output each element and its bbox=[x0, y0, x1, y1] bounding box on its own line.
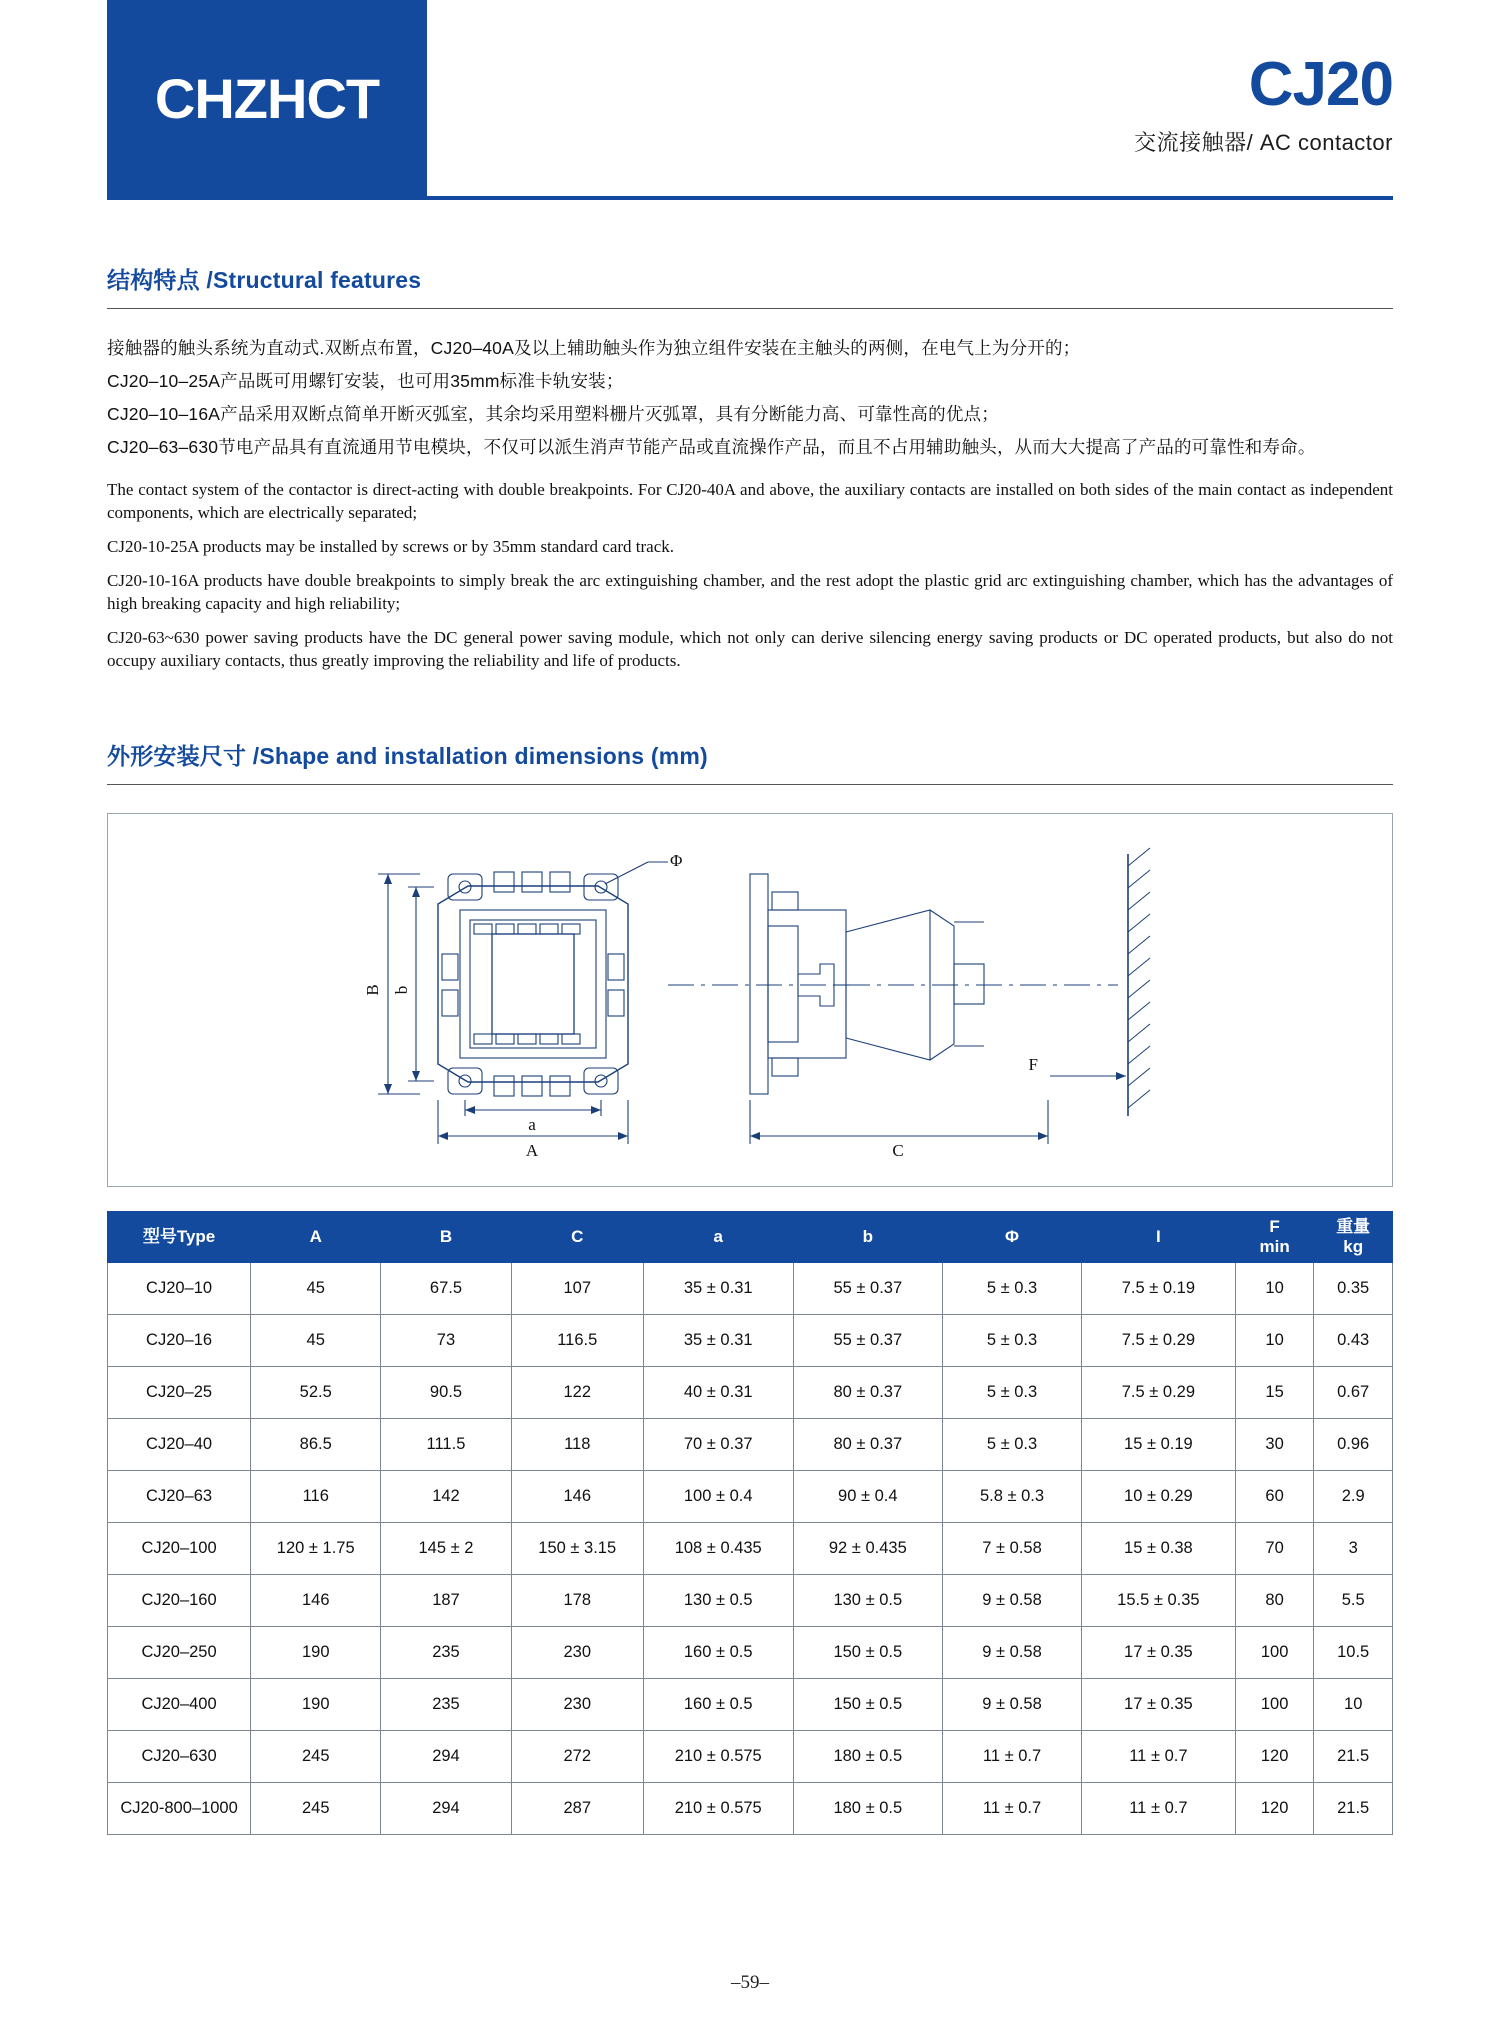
cell-weight: 10.5 bbox=[1314, 1627, 1393, 1679]
table-row bbox=[108, 1575, 1393, 1627]
table-header-row bbox=[108, 1212, 1393, 1263]
cell-type: CJ20–160 bbox=[108, 1575, 251, 1627]
cell-A: 52.5 bbox=[251, 1367, 381, 1419]
cell-A: 190 bbox=[251, 1627, 381, 1679]
cell-phi: 7 ± 0.58 bbox=[943, 1523, 1082, 1575]
cell-a: 35 ± 0.31 bbox=[643, 1315, 793, 1367]
cell-A: 120 ± 1.75 bbox=[251, 1523, 381, 1575]
table-header-C: C bbox=[511, 1212, 643, 1263]
cell-weight: 21.5 bbox=[1314, 1783, 1393, 1835]
page-header bbox=[0, 0, 1500, 196]
cell-a: 210 ± 0.575 bbox=[643, 1731, 793, 1783]
cell-A: 45 bbox=[251, 1263, 381, 1315]
cell-C: 230 bbox=[511, 1679, 643, 1731]
cell-B: 187 bbox=[381, 1575, 511, 1627]
cell-a: 160 ± 0.5 bbox=[643, 1627, 793, 1679]
table-row bbox=[108, 1419, 1393, 1471]
cell-phi: 5 ± 0.3 bbox=[943, 1315, 1082, 1367]
cell-weight: 3 bbox=[1314, 1523, 1393, 1575]
cell-a: 210 ± 0.575 bbox=[643, 1783, 793, 1835]
cell-B: 145 ± 2 bbox=[381, 1523, 511, 1575]
brand-logo bbox=[107, 0, 427, 196]
table-row bbox=[108, 1315, 1393, 1367]
table-row bbox=[108, 1679, 1393, 1731]
cell-weight: 2.9 bbox=[1314, 1471, 1393, 1523]
cell-B: 235 bbox=[381, 1627, 511, 1679]
cell-C: 230 bbox=[511, 1627, 643, 1679]
cell-phi: 5.8 ± 0.3 bbox=[943, 1471, 1082, 1523]
cn-paragraph: CJ20–63–630节电产品具有直流通用节电模块，不仅可以派生消声节能产品或直流操作产品，而且不占用辅助触头，从而大大提高了产品的可靠性和寿命。 bbox=[107, 437, 1316, 457]
cell-C: 272 bbox=[511, 1731, 643, 1783]
cell-type: CJ20–630 bbox=[108, 1731, 251, 1783]
cell-A: 245 bbox=[251, 1783, 381, 1835]
cell-weight: 10 bbox=[1314, 1679, 1393, 1731]
cell-B: 235 bbox=[381, 1679, 511, 1731]
cell-B: 111.5 bbox=[381, 1419, 511, 1471]
page-number: –59– bbox=[731, 1972, 769, 1993]
cell-C: 146 bbox=[511, 1471, 643, 1523]
cell-I: 17 ± 0.35 bbox=[1081, 1627, 1235, 1679]
table-header-b: b bbox=[793, 1212, 943, 1263]
cell-phi: 11 ± 0.7 bbox=[943, 1783, 1082, 1835]
cell-type: CJ20–10 bbox=[108, 1263, 251, 1315]
cell-a: 40 ± 0.31 bbox=[643, 1367, 793, 1419]
table-header-weight bbox=[1314, 1212, 1393, 1263]
cell-phi: 9 ± 0.58 bbox=[943, 1575, 1082, 1627]
table-header-I: I bbox=[1081, 1212, 1235, 1263]
cell-b: 55 ± 0.37 bbox=[793, 1315, 943, 1367]
structural-features-chinese bbox=[107, 333, 1393, 462]
drawing-label-C: C bbox=[892, 1141, 904, 1160]
table-header-Fmin bbox=[1235, 1212, 1314, 1263]
cell-I: 7.5 ± 0.29 bbox=[1081, 1367, 1235, 1419]
cell-I: 15.5 ± 0.35 bbox=[1081, 1575, 1235, 1627]
dimensions-table bbox=[107, 1211, 1393, 1835]
cell-weight: 0.35 bbox=[1314, 1263, 1393, 1315]
cell-A: 146 bbox=[251, 1575, 381, 1627]
table-row bbox=[108, 1731, 1393, 1783]
en-paragraph: CJ20-10-16A products have double breakpoints to simply break the arc extinguishing chamber, and the rest adopt the plastic grid arc extinguishing chamber, which has the advantages of high breaking capacity and high reliability; bbox=[107, 571, 1393, 613]
cell-a: 160 ± 0.5 bbox=[643, 1679, 793, 1731]
cell-C: 150 ± 3.15 bbox=[511, 1523, 643, 1575]
cell-b: 180 ± 0.5 bbox=[793, 1783, 943, 1835]
table-header-Fmin-sub: min bbox=[1259, 1237, 1290, 1256]
cell-weight: 5.5 bbox=[1314, 1575, 1393, 1627]
cell-type: CJ20–100 bbox=[108, 1523, 251, 1575]
cell-I: 7.5 ± 0.29 bbox=[1081, 1315, 1235, 1367]
cell-Fmin: 120 bbox=[1235, 1783, 1314, 1835]
cell-C: 118 bbox=[511, 1419, 643, 1471]
cell-type: CJ20–16 bbox=[108, 1315, 251, 1367]
cn-paragraph: CJ20–10–16A产品采用双断点简单开断灭弧室，其余均采用塑料栅片灭弧罩，具有分断能力高、可靠性高的优点； bbox=[107, 404, 999, 424]
table-header-A: A bbox=[251, 1212, 381, 1263]
page-subtitle: 交流接触器/ AC contactor bbox=[1134, 130, 1393, 155]
table-header-B: B bbox=[381, 1212, 511, 1263]
cell-I: 17 ± 0.35 bbox=[1081, 1679, 1235, 1731]
cell-A: 190 bbox=[251, 1679, 381, 1731]
cell-phi: 5 ± 0.3 bbox=[943, 1263, 1082, 1315]
table-row bbox=[108, 1627, 1393, 1679]
header-divider bbox=[107, 196, 1393, 200]
cell-phi: 5 ± 0.3 bbox=[943, 1367, 1082, 1419]
dimension-drawing bbox=[107, 813, 1393, 1187]
cell-B: 294 bbox=[381, 1783, 511, 1835]
cell-type: CJ20–25 bbox=[108, 1367, 251, 1419]
cell-A: 86.5 bbox=[251, 1419, 381, 1471]
structural-features-english bbox=[107, 478, 1393, 672]
cell-b: 90 ± 0.4 bbox=[793, 1471, 943, 1523]
table-header-type: 型号Type bbox=[108, 1212, 251, 1263]
drawing-label-a: a bbox=[528, 1115, 536, 1134]
cell-a: 130 ± 0.5 bbox=[643, 1575, 793, 1627]
cell-Fmin: 120 bbox=[1235, 1731, 1314, 1783]
cell-A: 116 bbox=[251, 1471, 381, 1523]
cell-weight: 0.43 bbox=[1314, 1315, 1393, 1367]
cell-type: CJ20–250 bbox=[108, 1627, 251, 1679]
dimensions-heading: 外形安装尺寸 /Shape and installation dimensions (mm) bbox=[107, 743, 708, 769]
cell-Fmin: 15 bbox=[1235, 1367, 1314, 1419]
cell-phi: 11 ± 0.7 bbox=[943, 1731, 1082, 1783]
header-title-group bbox=[1134, 52, 1393, 157]
structural-features-divider bbox=[107, 308, 1393, 309]
cell-b: 130 ± 0.5 bbox=[793, 1575, 943, 1627]
cell-type: CJ20–40 bbox=[108, 1419, 251, 1471]
drawing-label-b: b bbox=[392, 985, 411, 995]
cell-B: 67.5 bbox=[381, 1263, 511, 1315]
cell-C: 107 bbox=[511, 1263, 643, 1315]
drawing-label-A: A bbox=[525, 1141, 539, 1160]
cell-Fmin: 100 bbox=[1235, 1679, 1314, 1731]
en-paragraph: CJ20-63~630 power saving products have the DC general power saving module, which not only can derive silencing energy saving products or DC operated products, but also do not occupy auxiliary contacts, thus greatly improving the reliability and life of products. bbox=[107, 628, 1393, 670]
cell-weight: 0.67 bbox=[1314, 1367, 1393, 1419]
table-header-phi: Φ bbox=[943, 1212, 1082, 1263]
dimensions-table-wrap bbox=[107, 1211, 1393, 1835]
cell-C: 178 bbox=[511, 1575, 643, 1627]
cell-b: 55 ± 0.37 bbox=[793, 1263, 943, 1315]
brand-logo-text: CHZHCT bbox=[154, 66, 380, 130]
cell-type: CJ20-800–1000 bbox=[108, 1783, 251, 1835]
table-row bbox=[108, 1471, 1393, 1523]
cell-b: 180 ± 0.5 bbox=[793, 1731, 943, 1783]
cell-phi: 9 ± 0.58 bbox=[943, 1679, 1082, 1731]
cell-a: 35 ± 0.31 bbox=[643, 1263, 793, 1315]
cell-type: CJ20–63 bbox=[108, 1471, 251, 1523]
cell-C: 287 bbox=[511, 1783, 643, 1835]
page-title: CJ20 bbox=[1248, 50, 1393, 119]
cell-Fmin: 10 bbox=[1235, 1315, 1314, 1367]
table-header-weight-sub: kg bbox=[1343, 1237, 1364, 1256]
cell-B: 294 bbox=[381, 1731, 511, 1783]
cell-B: 142 bbox=[381, 1471, 511, 1523]
cell-A: 245 bbox=[251, 1731, 381, 1783]
drawing-label-phi: Φ bbox=[670, 851, 683, 870]
cell-B: 73 bbox=[381, 1315, 511, 1367]
table-row bbox=[108, 1263, 1393, 1315]
cell-C: 116.5 bbox=[511, 1315, 643, 1367]
cell-I: 11 ± 0.7 bbox=[1081, 1783, 1235, 1835]
cell-phi: 9 ± 0.58 bbox=[943, 1627, 1082, 1679]
cell-b: 80 ± 0.37 bbox=[793, 1367, 943, 1419]
cn-paragraph: CJ20–10–25A产品既可用螺钉安装，也可用35mm标准卡轨安装； bbox=[107, 371, 624, 391]
cell-B: 90.5 bbox=[381, 1367, 511, 1419]
cell-type: CJ20–400 bbox=[108, 1679, 251, 1731]
cell-a: 108 ± 0.435 bbox=[643, 1523, 793, 1575]
cell-a: 100 ± 0.4 bbox=[643, 1471, 793, 1523]
cell-Fmin: 30 bbox=[1235, 1419, 1314, 1471]
cn-paragraph: 接触器的触头系统为直动式.双断点布置，CJ20–40A及以上辅助触头作为独立组件安装在主触头的两侧，在电气上为分开的； bbox=[107, 338, 1081, 358]
cell-b: 92 ± 0.435 bbox=[793, 1523, 943, 1575]
cell-I: 15 ± 0.38 bbox=[1081, 1523, 1235, 1575]
dimensions-section bbox=[107, 738, 1393, 785]
cell-I: 11 ± 0.7 bbox=[1081, 1731, 1235, 1783]
table-row bbox=[108, 1523, 1393, 1575]
cell-C: 122 bbox=[511, 1367, 643, 1419]
table-header-weight-main: 重量 bbox=[1336, 1217, 1371, 1236]
cell-I: 15 ± 0.19 bbox=[1081, 1419, 1235, 1471]
en-paragraph: CJ20-10-25A products may be installed by screws or by 35mm standard card track. bbox=[107, 537, 675, 556]
cell-A: 45 bbox=[251, 1315, 381, 1367]
cell-Fmin: 60 bbox=[1235, 1471, 1314, 1523]
structural-features-section bbox=[107, 262, 1393, 672]
table-row bbox=[108, 1367, 1393, 1419]
cell-b: 150 ± 0.5 bbox=[793, 1627, 943, 1679]
cell-I: 7.5 ± 0.19 bbox=[1081, 1263, 1235, 1315]
cell-I: 10 ± 0.29 bbox=[1081, 1471, 1235, 1523]
cell-phi: 5 ± 0.3 bbox=[943, 1419, 1082, 1471]
table-header-a: a bbox=[643, 1212, 793, 1263]
en-paragraph: The contact system of the contactor is direct-acting with double breakpoints. For CJ20-40A and above, the auxiliary contacts are installed on both sides of the main contact as independent components, which are electrically separated; bbox=[107, 480, 1393, 522]
cell-Fmin: 70 bbox=[1235, 1523, 1314, 1575]
cell-a: 70 ± 0.37 bbox=[643, 1419, 793, 1471]
cell-Fmin: 10 bbox=[1235, 1263, 1314, 1315]
table-header-Fmin-main: F bbox=[1269, 1217, 1280, 1236]
table-row bbox=[108, 1783, 1393, 1835]
cell-b: 80 ± 0.37 bbox=[793, 1419, 943, 1471]
cell-weight: 21.5 bbox=[1314, 1731, 1393, 1783]
cell-Fmin: 80 bbox=[1235, 1575, 1314, 1627]
cell-Fmin: 100 bbox=[1235, 1627, 1314, 1679]
drawing-label-B: B bbox=[363, 984, 382, 996]
dimensions-divider bbox=[107, 784, 1393, 785]
structural-features-heading: 结构特点 /Structural features bbox=[107, 267, 422, 293]
cell-b: 150 ± 0.5 bbox=[793, 1679, 943, 1731]
drawing-label-F: F bbox=[1028, 1055, 1038, 1074]
cell-weight: 0.96 bbox=[1314, 1419, 1393, 1471]
